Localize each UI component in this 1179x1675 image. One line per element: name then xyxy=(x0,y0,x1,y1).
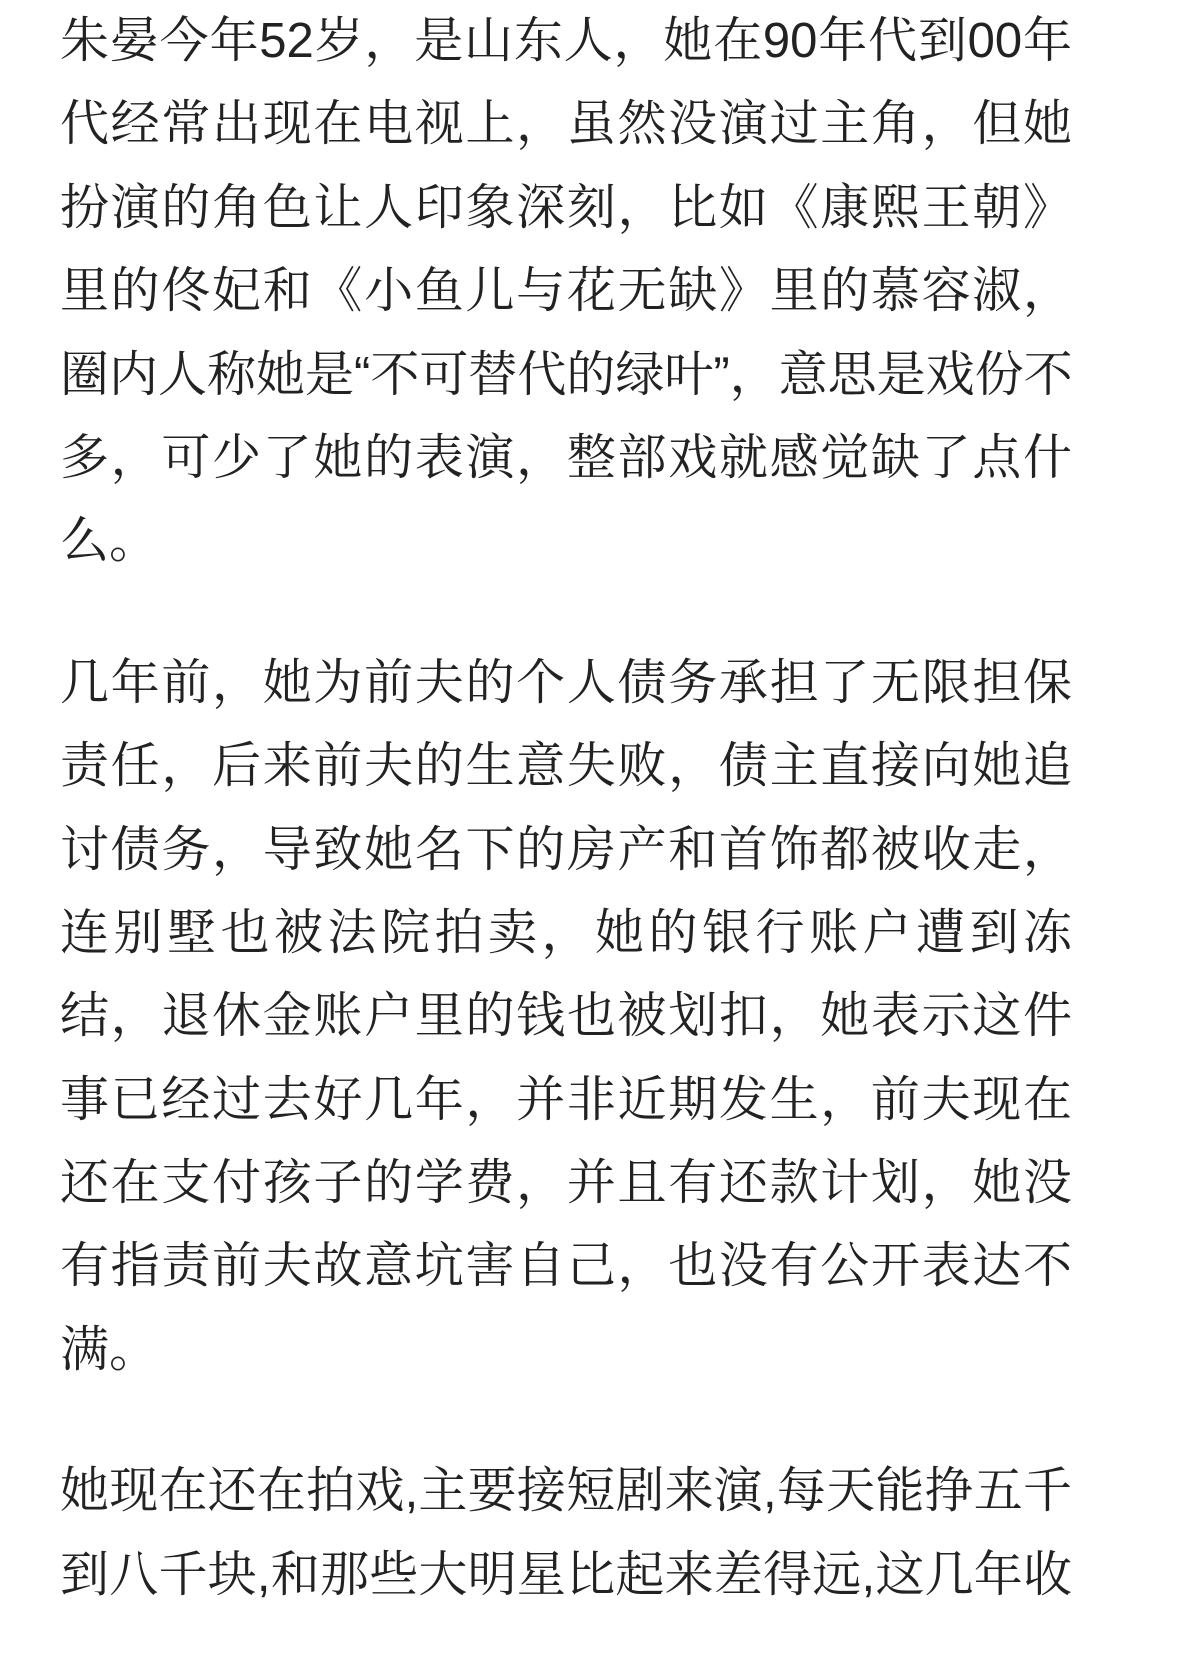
text-line: 她现在还在拍戏,主要接短剧来演,每天能挣五千 xyxy=(60,1464,1072,1519)
text-line: 扮演的角色让人印象深刻，比如《康熙王朝》 xyxy=(60,180,1072,235)
text-line: 事已经过去好几年，并非近期发生，前夫现在 xyxy=(60,1072,1072,1127)
text-line: 连别墅也被法院拍卖，她的银行账户遭到冻 xyxy=(60,905,1072,960)
text-line: 满。 xyxy=(60,1322,159,1377)
text-line: 朱晏今年52岁，是山东人，她在90年代到00年 xyxy=(60,14,1072,68)
text-line: 讨债务，导致她名下的房产和首饰都被收走， xyxy=(60,822,1072,877)
text-line: 还在支付孩子的学费，并且有还款计划，她没 xyxy=(60,1156,1072,1211)
article-paragraph xyxy=(60,0,1072,584)
text-line: 么。 xyxy=(60,514,159,569)
text-line: 代经常出现在电视上，虽然没演过主角，但她 xyxy=(60,97,1072,152)
text-line: 圈内人称她是“不可替代的绿叶”，意思是戏份不 xyxy=(60,347,1073,402)
text-line: 到八千块,和那些大明星比起来差得远,这几年收 xyxy=(60,1547,1072,1602)
article-body xyxy=(60,0,1072,1675)
text-line: 有指责前夫故意坑害自己，也没有公开表达不 xyxy=(60,1239,1072,1294)
text-line: 结，退休金账户里的钱也被划扣，她表示这件 xyxy=(60,989,1072,1044)
text-line: 责任，后来前夫的生意失败，债主直接向她追 xyxy=(60,739,1072,794)
article-paragraph xyxy=(60,642,1072,1393)
text-line: 几年前，她为前夫的个人债务承担了无限担保 xyxy=(60,655,1072,710)
text-line: 里的佟妃和《小鱼儿与花无缺》里的慕容淑， xyxy=(60,264,1072,319)
article-paragraph xyxy=(60,1450,1072,1617)
text-line: 多，可少了她的表演，整部戏就感觉缺了点什 xyxy=(60,430,1072,485)
